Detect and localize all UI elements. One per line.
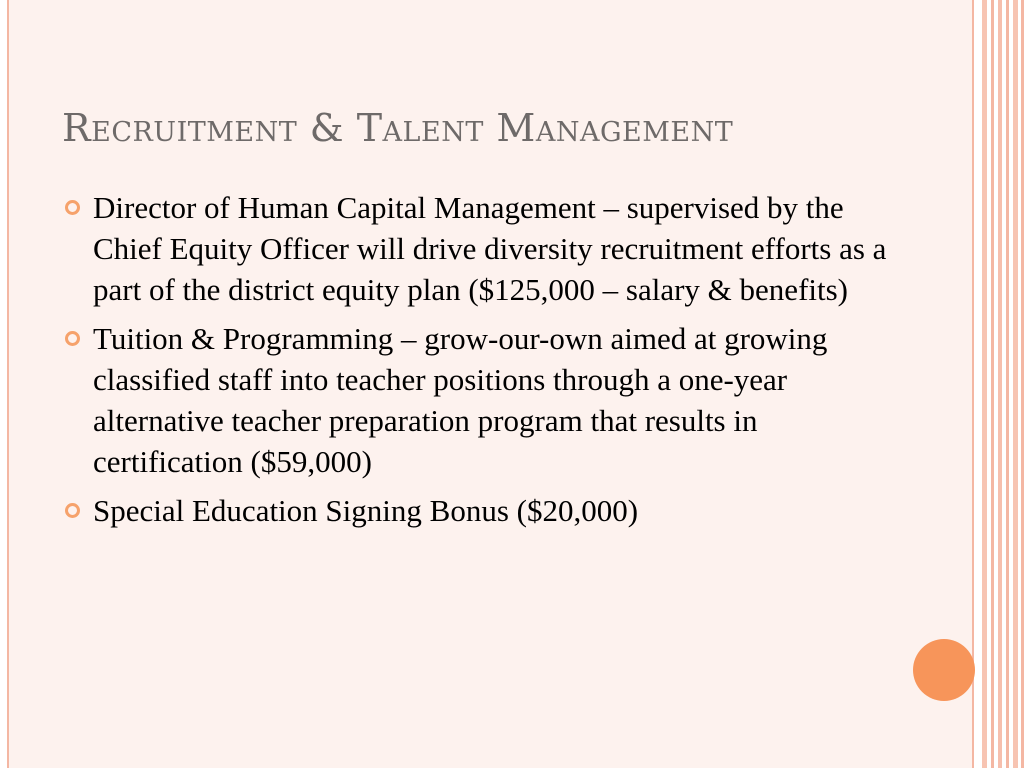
decorative-stripe: [1006, 0, 1009, 768]
bullet-list: [62, 187, 892, 539]
bullet-text: Special Education Signing Bonus ($20,000): [93, 493, 639, 528]
ring-bullet-icon: [65, 200, 80, 215]
decorative-stripe: [1013, 0, 1018, 768]
bullet-item: [62, 318, 892, 482]
bullet-text: Director of Human Capital Management – supervised by the Chief Equity Officer will drive diversity recruitment efforts as a part of the district equity plan ($125,000 – salary & benefits): [93, 190, 887, 307]
bullet-text: Tuition & Programming – grow-our-own aimed at growing classified staff into teacher positions through a one-year alternative teacher preparation program that results in certification ($59,000): [93, 321, 828, 479]
decorative-stripe: [982, 0, 987, 768]
slide-title: Recruitment & Talent Management: [62, 106, 734, 150]
ring-bullet-icon: [65, 503, 80, 518]
decorative-stripe: [998, 0, 1002, 768]
ring-bullet-icon: [65, 331, 80, 346]
bullet-item: [62, 187, 892, 310]
bullet-item: [62, 490, 892, 531]
orange-circle-icon: [913, 639, 975, 701]
decorative-stripe: [991, 0, 994, 768]
